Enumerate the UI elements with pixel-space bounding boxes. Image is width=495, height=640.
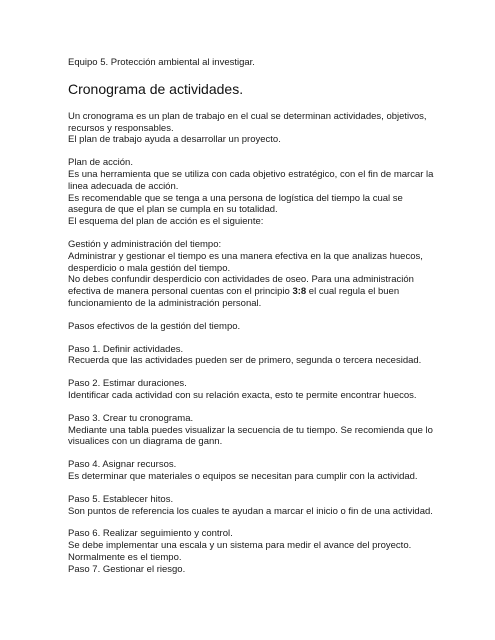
document-header: Equipo 5. Protección ambiental al investigar. bbox=[68, 57, 255, 68]
paso-1-title: Paso 1. Definir actividades. bbox=[68, 343, 184, 355]
paso-4-title: Paso 4. Asignar recursos. bbox=[68, 459, 177, 471]
pasos-heading: Pasos efectivos de la gestión del tiempo. bbox=[68, 320, 241, 332]
paso-5 bbox=[68, 494, 438, 518]
paso-6 bbox=[68, 528, 438, 575]
paso-7-title: Paso 7. Gestionar el riesgo. bbox=[68, 563, 186, 575]
intro-paragraph bbox=[68, 111, 438, 146]
paso-6-title: Paso 6. Realizar seguimiento y control. bbox=[68, 528, 233, 540]
paso-5-desc: Son puntos de referencia los cuales te ayudan a marcar el inicio o fin de una actividad. bbox=[68, 505, 433, 517]
paso-1-desc: Recuerda que las actividades pueden ser de primero, segunda o tercera necesidad. bbox=[68, 355, 422, 367]
document-content bbox=[68, 57, 438, 576]
paso-2 bbox=[68, 378, 438, 402]
principle-value: 3:8 bbox=[292, 286, 307, 298]
plan-section bbox=[68, 157, 438, 228]
intro-line-2: El plan de trabajo ayuda a desarrollar un proyecto. bbox=[68, 134, 281, 146]
paso-2-title: Paso 2. Estimar duraciones. bbox=[68, 378, 187, 390]
gestion-line-2-end: el cual regula el buen funcionamiento de la administración personal. bbox=[68, 286, 400, 309]
intro-line-1: Un cronograma es un plan de trabajo en el cual se determinan actividades, objetivos, recursos y responsables. bbox=[68, 110, 427, 134]
page-title: Cronograma de actividades. bbox=[68, 80, 244, 97]
paso-2-desc: Identificar cada actividad con su relación exacta, esto te permite encontrar huecos. bbox=[68, 389, 417, 401]
paso-5-title: Paso 5. Establecer hitos. bbox=[68, 493, 174, 505]
paso-1 bbox=[68, 344, 438, 368]
gestion-line-1: Administrar y gestionar el tiempo es una manera efectiva en la que analizas huecos, desperdicio o mala gestión del tiempo. bbox=[68, 250, 423, 274]
paso-4 bbox=[68, 459, 438, 483]
paso-6-desc: Se debe implementar una escala y un sistema para medir el avance del proyecto. bbox=[68, 540, 412, 552]
plan-line-1: Es una herramienta que se utiliza con cada objetivo estratégico, con el fin de marcar la linea adecuada de acción. bbox=[68, 168, 434, 192]
gestion-line-2 bbox=[68, 274, 438, 309]
paso-3 bbox=[68, 413, 438, 448]
plan-line-3: El esquema del plan de acción es el siguiente: bbox=[68, 216, 264, 228]
gestion-heading: Gestión y administración del tiempo: bbox=[68, 238, 222, 250]
gestion-line-2-start: No debes confundir desperdicio con actividades de oseo. Para una administración efectiva de manera personal cuentas con el principio bbox=[68, 274, 414, 298]
paso-6-extra: Normalmente es el tiempo. bbox=[68, 551, 182, 563]
paso-3-desc: Mediante una tabla puedes visualizar la secuencia de tu tiempo. Se recomienda que lo visualices con un diagrama de gann. bbox=[68, 424, 433, 448]
gestion-section bbox=[68, 239, 438, 310]
paso-4-desc: Es determinar que materiales o equipos se necesitan para cumplir con la actividad. bbox=[68, 470, 418, 482]
paso-3-title: Paso 3. Crear tu cronograma. bbox=[68, 412, 194, 424]
plan-heading: Plan de acción. bbox=[68, 157, 133, 169]
plan-line-2: Es recomendable que se tenga a una persona de logística del tiempo la cual se asegura de que el plan se cumpla en su totalidad. bbox=[68, 192, 403, 216]
